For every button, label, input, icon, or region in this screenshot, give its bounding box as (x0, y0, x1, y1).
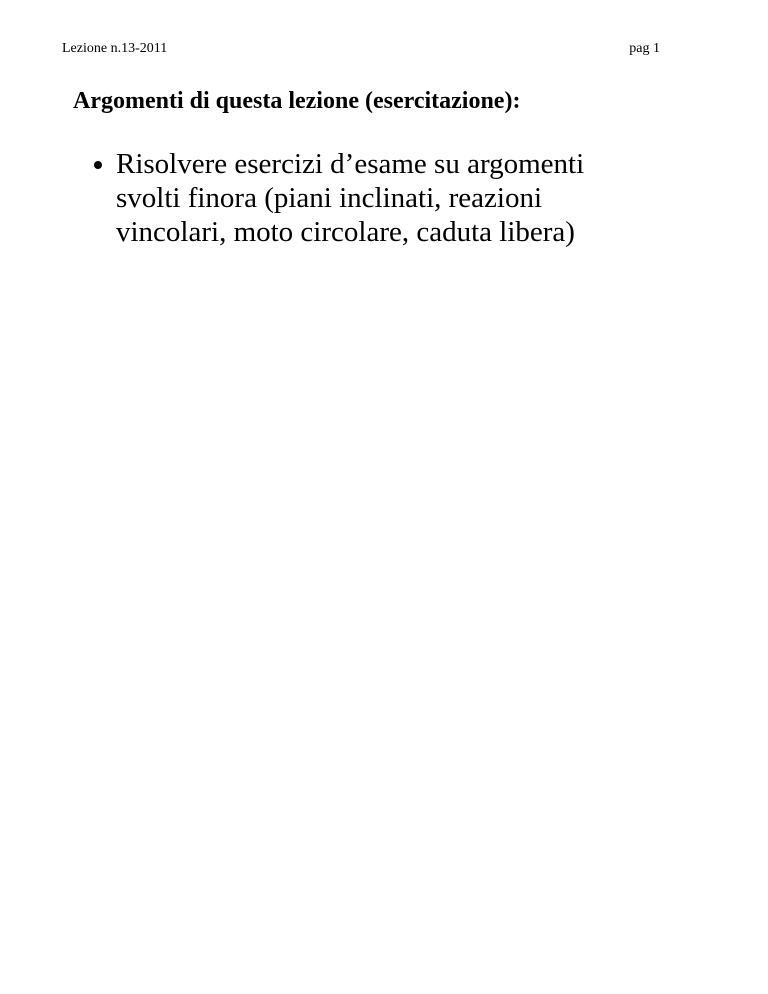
page-title: Argomenti di questa lezione (esercitazione): (73, 88, 521, 114)
bullet-icon (94, 161, 102, 169)
header-lecture-number: Lezione n.13-2011 (62, 41, 168, 56)
list-item-line: vincolari, moto circolare, caduta libera) (116, 216, 575, 248)
header-page-number: pag 1 (629, 41, 660, 56)
topic-list (90, 147, 690, 249)
list-item-line: Risolvere esercizi d’esame su argomenti (116, 148, 585, 180)
list-item (90, 147, 690, 249)
list-item-line: svolti finora (piani inclinati, reazioni (116, 182, 543, 214)
